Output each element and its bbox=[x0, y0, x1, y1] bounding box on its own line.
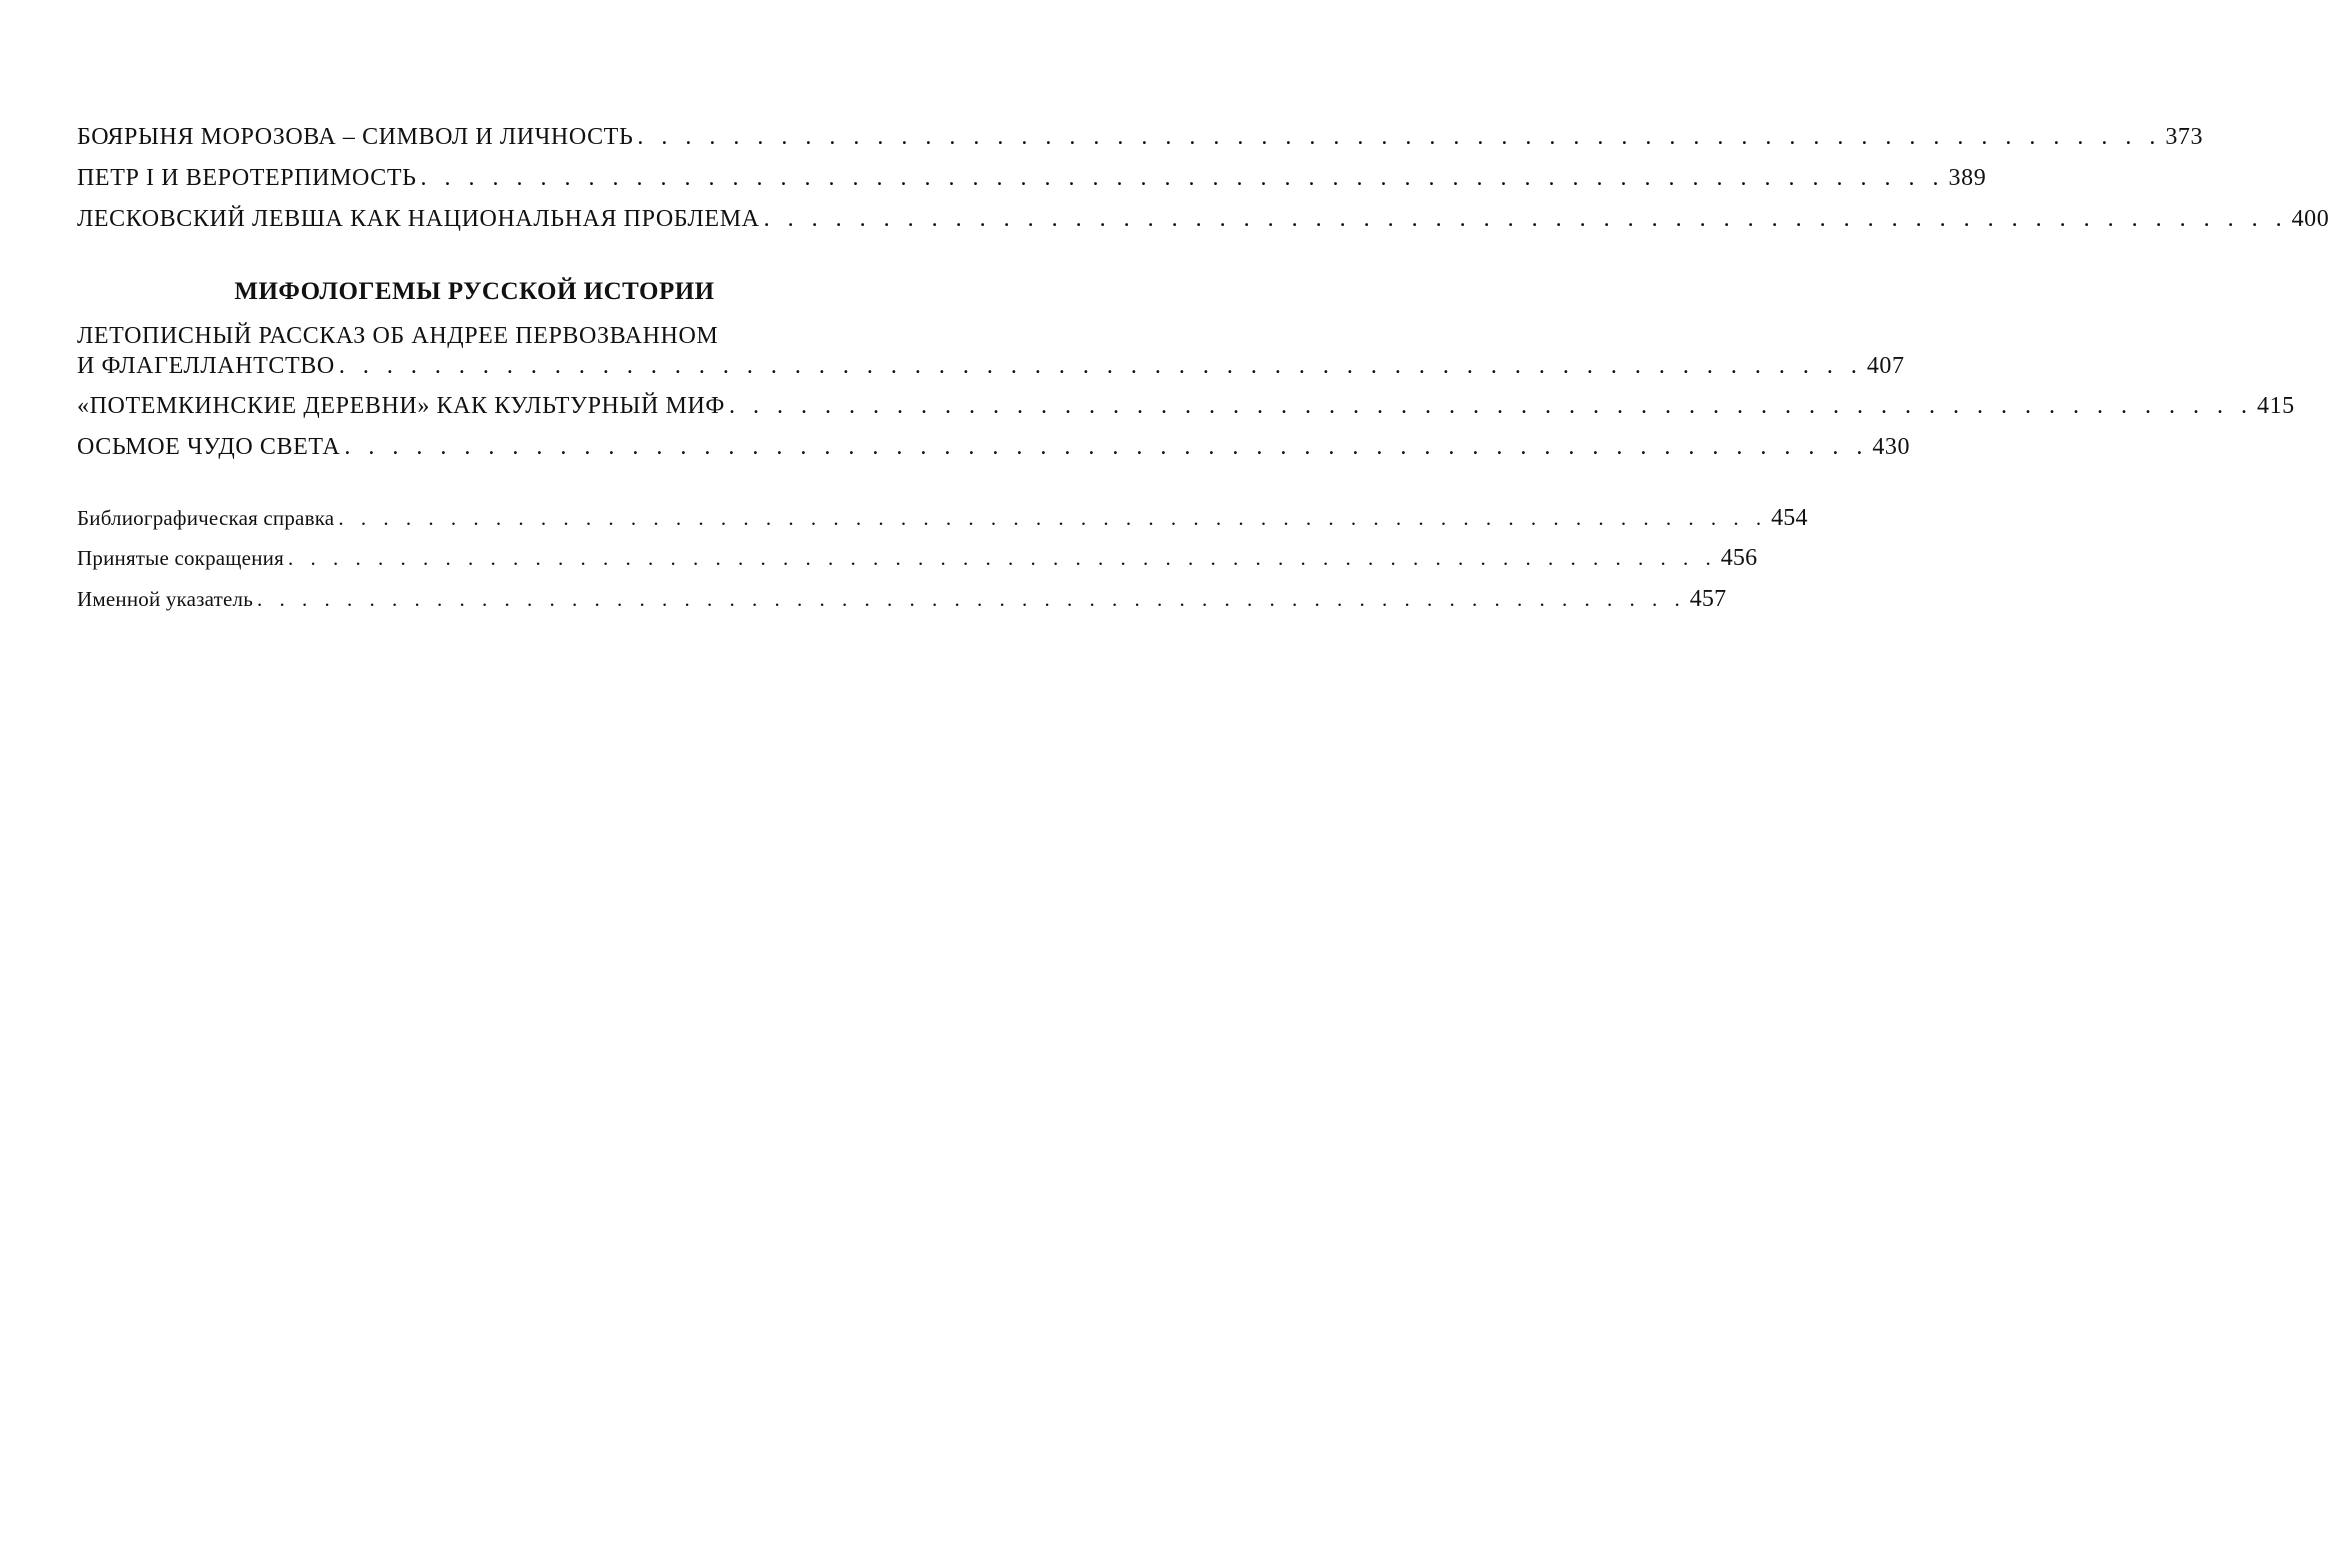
toc-entry[interactable] bbox=[77, 206, 2329, 233]
toc-entry-page: 457 bbox=[1689, 586, 1727, 612]
toc-entry-title: ПЕТР I И ВЕРОТЕРПИМОСТЬ bbox=[77, 165, 417, 191]
toc-entry[interactable] bbox=[77, 434, 1911, 461]
toc-entry-title: ОСЬМОЕ ЧУДО СВЕТА bbox=[77, 434, 341, 460]
toc-leader-dots: . . . . . . . . . . . . . . . . . . . . . . . . . . . . . . . . . . . . . . . . . . . . . . . . . . . . . . . . . . . . . . . . bbox=[338, 506, 1768, 530]
toc-entry[interactable] bbox=[77, 124, 2204, 151]
toc-entry-page: 454 bbox=[1771, 505, 1808, 531]
toc-entry-page: 400 bbox=[2291, 206, 2329, 232]
toc-leader-dots: . . . . . . . . . . . . . . . . . . . . . . . . . . . . . . . . . . . . . . . . . . . . . . . . . . . . . . . . . . . . . . . . bbox=[256, 587, 1686, 611]
toc-leader-dots: . . . . . . . . . . . . . . . . . . . . . . . . . . . . . . . . . . . . . . . . . . . . . . . . . . . . . . . . . . . . . . . . bbox=[728, 393, 2253, 419]
toc-entry-page: 407 bbox=[1866, 353, 1905, 379]
toc-leader-dots: . . . . . . . . . . . . . . . . . . . . . . . . . . . . . . . . . . . . . . . . . . . . . . . . . . . . . . . . . . . . . . . . bbox=[763, 206, 2288, 232]
toc-entry[interactable] bbox=[77, 505, 1808, 532]
toc-leader-dots: . . . . . . . . . . . . . . . . . . . . . . . . . . . . . . . . . . . . . . . . . . . . . . . . . . . . . . . . . . . . . . . . bbox=[420, 165, 1945, 191]
toc-entry[interactable] bbox=[77, 545, 1758, 572]
toc-entry-title: И ФЛАГЕЛЛАНТСТВО bbox=[77, 353, 335, 379]
toc-entry-title: Именной указатель bbox=[77, 587, 253, 611]
section-heading: МИФОЛОГЕМЫ РУССКОЙ ИСТОРИИ bbox=[234, 278, 715, 305]
toc-leader-dots: . . . . . . . . . . . . . . . . . . . . . . . . . . . . . . . . . . . . . . . . . . . . . . . . . . . . . . . . . . . . . . . . bbox=[637, 124, 2162, 150]
toc-entry-title: ЛЕСКОВСКИЙ ЛЕВША КАК НАЦИОНАЛЬНАЯ ПРОБЛЕМА bbox=[77, 206, 760, 232]
toc-entry[interactable] bbox=[77, 165, 1987, 192]
toc-entry-title: БОЯРЫНЯ МОРОЗОВА – СИМВОЛ И ЛИЧНОСТЬ bbox=[77, 124, 634, 150]
toc-entry-page: 415 bbox=[2256, 393, 2295, 419]
toc-entry-page: 456 bbox=[1720, 545, 1758, 571]
toc-entry-title-line1: ЛЕТОПИСНЫЙ РАССКАЗ ОБ АНДРЕЕ ПЕРВОЗВАННОМ bbox=[77, 323, 719, 349]
toc-entry-page: 373 bbox=[2165, 124, 2204, 150]
toc-entry[interactable] bbox=[77, 586, 1727, 613]
toc-entry-title: Принятые сокращения bbox=[77, 546, 284, 570]
toc-entry[interactable] bbox=[77, 353, 1905, 380]
toc-entry-title: Библиографическая справка bbox=[77, 506, 335, 530]
toc-entry-page: 389 bbox=[1948, 165, 1987, 191]
toc-leader-dots: . . . . . . . . . . . . . . . . . . . . . . . . . . . . . . . . . . . . . . . . . . . . . . . . . . . . . . . . . . . . . . . . bbox=[287, 546, 1717, 570]
toc-entry-title: «ПОТЕМКИНСКИЕ ДЕРЕВНИ» КАК КУЛЬТУРНЫЙ МИФ bbox=[77, 393, 725, 419]
toc-entry-page: 430 bbox=[1872, 434, 1911, 460]
toc-leader-dots: . . . . . . . . . . . . . . . . . . . . . . . . . . . . . . . . . . . . . . . . . . . . . . . . . . . . . . . . . . . . . . . . bbox=[344, 434, 1869, 460]
toc-leader-dots: . . . . . . . . . . . . . . . . . . . . . . . . . . . . . . . . . . . . . . . . . . . . . . . . . . . . . . . . . . . . . . . . bbox=[338, 353, 1863, 379]
toc-entry[interactable] bbox=[77, 393, 2295, 420]
